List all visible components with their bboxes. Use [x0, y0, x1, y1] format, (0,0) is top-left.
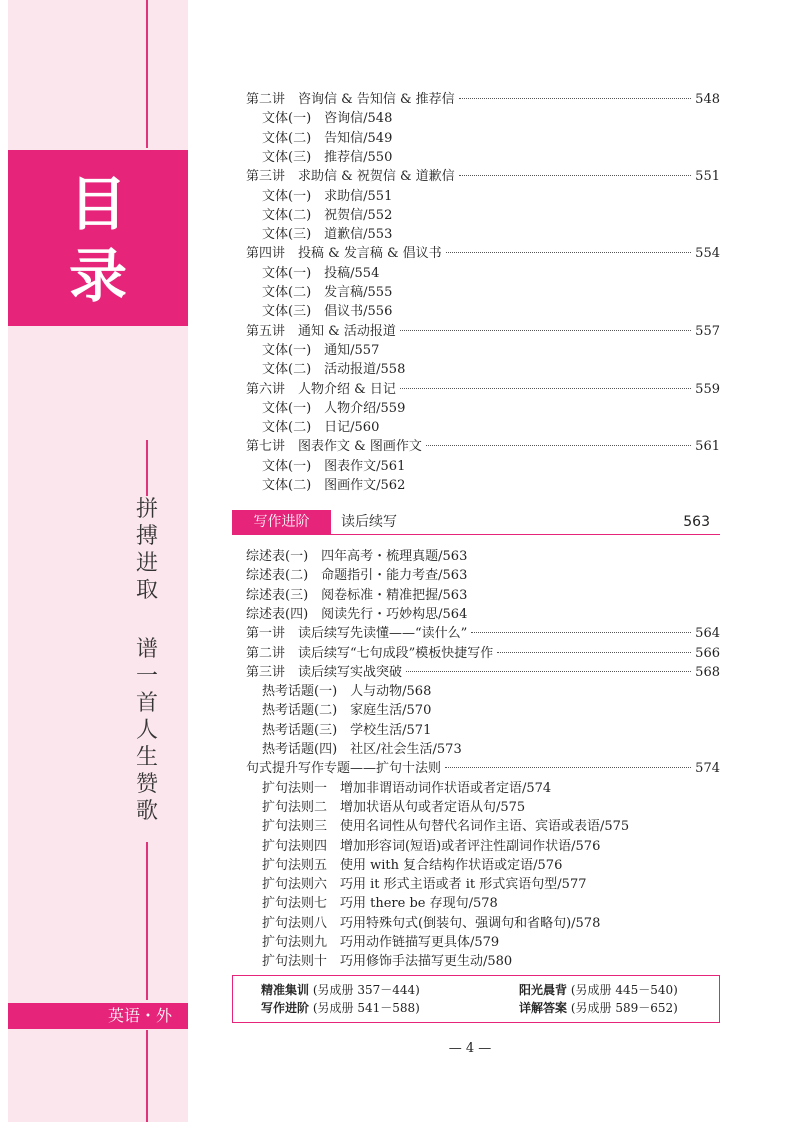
toc-entry-text: 综述表(一) 四年高考・梳理真题/563	[246, 549, 468, 564]
toc-entry-text: 综述表(三) 阅卷标准・精准把握/563	[246, 587, 468, 603]
toc-entry	[246, 605, 720, 624]
slogan-char: 取	[135, 578, 158, 603]
slogan-char: 人	[135, 718, 158, 743]
toc-entry-text: 文体(一) 图表作文/561	[262, 458, 406, 474]
decor-line	[146, 842, 148, 1000]
toc-entry-text: 扩句法则一 增加非谓语动词作状语或者定语/574	[262, 780, 552, 796]
slogan-part-2	[132, 636, 162, 825]
toc-leader-dots	[400, 330, 691, 331]
volume-entry: 写作进阶 (另成册 541－588)	[261, 1001, 420, 1015]
toc-subentry	[262, 302, 720, 321]
decor-line	[146, 0, 148, 148]
toc-entry	[246, 624, 720, 643]
toc-leader-dots	[497, 652, 691, 653]
toc-leader-dots	[459, 98, 691, 99]
toc-entry-text: 第三讲 读后续写实战突破	[246, 664, 403, 680]
toc-entry-text: 扩句法则九 巧用动作链描写更具体/579	[262, 935, 500, 950]
toc-subentry	[262, 894, 720, 913]
toc-page-number: 548	[695, 92, 720, 107]
toc-entry-text: 第二讲 咨询信 & 告知信 & 推荐信	[246, 92, 455, 107]
toc-title-char: 目	[68, 170, 127, 238]
decor-line	[146, 1030, 148, 1122]
toc-title-char: 录	[68, 242, 127, 310]
toc-subentry	[262, 837, 720, 856]
volume-index-box	[232, 975, 720, 1023]
toc-entry-text: 文体(二) 图画作文/562	[262, 478, 406, 493]
slogan-char: 赞	[135, 772, 158, 797]
toc-subentry	[262, 129, 720, 148]
toc-entry-text: 文体(三) 道歉信/553	[262, 227, 393, 243]
toc-entry-text: 文体(二) 发言稿/555	[262, 285, 393, 300]
toc-entry	[246, 586, 720, 605]
slogan-char: 生	[135, 745, 158, 770]
toc-entry-text: 文体(二) 告知信/549	[262, 130, 393, 146]
toc-entry	[246, 644, 720, 663]
decor-line	[146, 440, 148, 496]
toc-entry-text: 文体(一) 人物介绍/559	[262, 400, 406, 416]
section-label: 写作进阶	[232, 510, 331, 534]
toc-entry-text: 文体(一) 咨询信/548	[262, 111, 393, 127]
toc-subentry	[262, 721, 720, 740]
toc-entry-text: 第一讲 读后续写先读懂——“读什么”	[246, 626, 468, 642]
toc-entry-text: 文体(三) 倡议书/556	[262, 304, 393, 320]
toc-entry-text: 热考话题(三) 学校生活/571	[262, 722, 432, 738]
slogan-char: 搏	[135, 524, 158, 549]
toc-subentry	[262, 418, 720, 437]
volume-entry: 精准集训 (另成册 357－444)	[261, 983, 420, 997]
toc-subentry	[262, 187, 720, 206]
toc-page-number: 557	[695, 323, 720, 339]
toc-entry-text: 文体(二) 活动报道/558	[262, 362, 406, 378]
section-title: 读后续写	[341, 514, 397, 530]
toc-entry	[246, 566, 720, 585]
volume-entry: 详解答案 (另成册 589－652)	[519, 1001, 678, 1015]
toc-subentry	[262, 360, 720, 379]
toc-subentry	[262, 225, 720, 244]
toc-entry-text: 扩句法则二 增加状语从句或者定语从句/575	[262, 799, 526, 815]
toc-leader-dots	[471, 632, 691, 633]
toc-subentry	[262, 682, 720, 701]
slogan-char: 谱	[135, 637, 158, 662]
toc-subentry	[262, 798, 720, 817]
toc-entry-text: 文体(二) 祝贺信/552	[262, 207, 393, 223]
toc-entry	[246, 759, 720, 778]
toc-leader-dots	[459, 175, 691, 176]
toc-entry	[246, 437, 720, 456]
slogan-part-1	[132, 496, 162, 604]
toc-page-number: 566	[695, 645, 720, 661]
toc-subentry	[262, 264, 720, 283]
subject-tag: 英语・外	[8, 1003, 188, 1029]
toc-entry	[246, 663, 720, 682]
slogan-char: 拼	[135, 497, 158, 522]
toc-entry-text: 热考话题(一) 人与动物/568	[262, 684, 432, 700]
slogan-char: 进	[135, 551, 158, 576]
toc-page-number: 551	[695, 169, 720, 185]
toc-subentry	[262, 817, 720, 836]
toc-entry	[246, 380, 720, 399]
toc-subentry	[262, 457, 720, 476]
toc-leader-dots	[446, 252, 691, 253]
toc-page-number: 574	[695, 761, 720, 777]
toc-title-block	[8, 150, 188, 326]
toc-entry-text: 文体(一) 投稿/554	[262, 265, 380, 281]
toc-subentry	[262, 914, 720, 933]
toc-entry-text: 综述表(四) 阅读先行・巧妙构思/564	[246, 606, 468, 622]
toc-entry-text: 扩句法则六 巧用 it 形式主语或者 it 形式宾语句型/577	[262, 877, 587, 893]
toc-entry-text: 扩句法则八 巧用特殊句式(倒装句、强调句和省略句)/578	[262, 915, 601, 931]
toc-entry	[246, 167, 720, 186]
toc-subentry	[262, 109, 720, 128]
toc-subentry	[262, 148, 720, 167]
toc-page-number: 554	[695, 246, 720, 262]
toc-entry-text: 文体(一) 通知/557	[262, 342, 380, 358]
toc-subentry	[262, 779, 720, 798]
slogan-char: 歌	[135, 799, 158, 824]
toc-entry-text: 扩句法则七 巧用 there be 存现句/578	[262, 896, 498, 912]
toc-subentry	[262, 701, 720, 720]
toc-page-number: 564	[695, 626, 720, 642]
toc-entry	[246, 547, 720, 566]
toc-entry	[246, 244, 720, 263]
toc-page-number: 568	[695, 664, 720, 680]
toc-subentry	[262, 206, 720, 225]
slogan-char: 首	[135, 691, 158, 716]
toc-entry-text: 第七讲 图表作文 & 图画作文	[246, 439, 422, 455]
toc-page-number: 559	[695, 381, 720, 397]
toc-entry-text: 扩句法则十 巧用修饰手法描写更生动/580	[262, 954, 513, 970]
toc-leader-dots	[400, 388, 691, 389]
toc-subentry	[262, 952, 720, 971]
slogan-char: 一	[135, 664, 158, 689]
toc-entry-text: 第三讲 求助信 & 祝贺信 & 道歉信	[246, 169, 455, 185]
toc-entry-text: 热考话题(二) 家庭生活/570	[262, 703, 432, 719]
page-number: — 4 —	[448, 1041, 492, 1056]
toc-page-number: 561	[695, 439, 720, 455]
toc-entry-text: 第二讲 读后续写“七句成段”模板快捷写作	[246, 645, 494, 661]
toc-entry-text: 第六讲 人物介绍 & 日记	[246, 381, 396, 397]
volume-entry: 阳光晨背 (另成册 445－540)	[519, 983, 678, 997]
toc-entry-text: 扩句法则五 使用 with 复合结构作状语或定语/576	[262, 857, 563, 873]
toc-entry-text: 文体(一) 求助信/551	[262, 188, 393, 204]
toc-subentry	[262, 875, 720, 894]
toc-entry-text: 第五讲 通知 & 活动报道	[246, 323, 396, 339]
toc-entry-text: 第四讲 投稿 & 发言稿 & 倡议书	[246, 246, 442, 262]
toc-subentry	[262, 740, 720, 759]
toc-entry	[246, 90, 720, 109]
toc-entry-text: 文体(三) 推荐信/550	[262, 149, 393, 165]
toc-entry-text: 综述表(二) 命题指引・能力考查/563	[246, 568, 468, 584]
toc-subentry	[262, 856, 720, 875]
toc-entry	[246, 322, 720, 341]
toc-subentry	[262, 341, 720, 360]
toc-subentry	[262, 933, 720, 952]
toc-subentry	[262, 399, 720, 418]
toc-subentry	[262, 283, 720, 302]
toc-entry-text: 热考话题(四) 社区/社会生活/573	[262, 742, 462, 757]
toc-entry-text: 扩句法则四 增加形容词(短语)或者评注性副词作状语/576	[262, 838, 601, 854]
toc-leader-dots	[426, 445, 691, 446]
toc-subentry	[262, 476, 720, 495]
toc-entry-text: 句式提升写作专题——扩句十法则	[246, 761, 442, 777]
section-page: 563	[683, 514, 710, 530]
toc-entry-text: 扩句法则三 使用名词性从句替代名词作主语、宾语或表语/575	[262, 819, 630, 835]
toc-leader-dots	[406, 671, 691, 672]
toc-leader-dots	[445, 767, 691, 768]
section-header	[232, 510, 720, 535]
toc-entry-text: 文体(二) 日记/560	[262, 420, 380, 436]
